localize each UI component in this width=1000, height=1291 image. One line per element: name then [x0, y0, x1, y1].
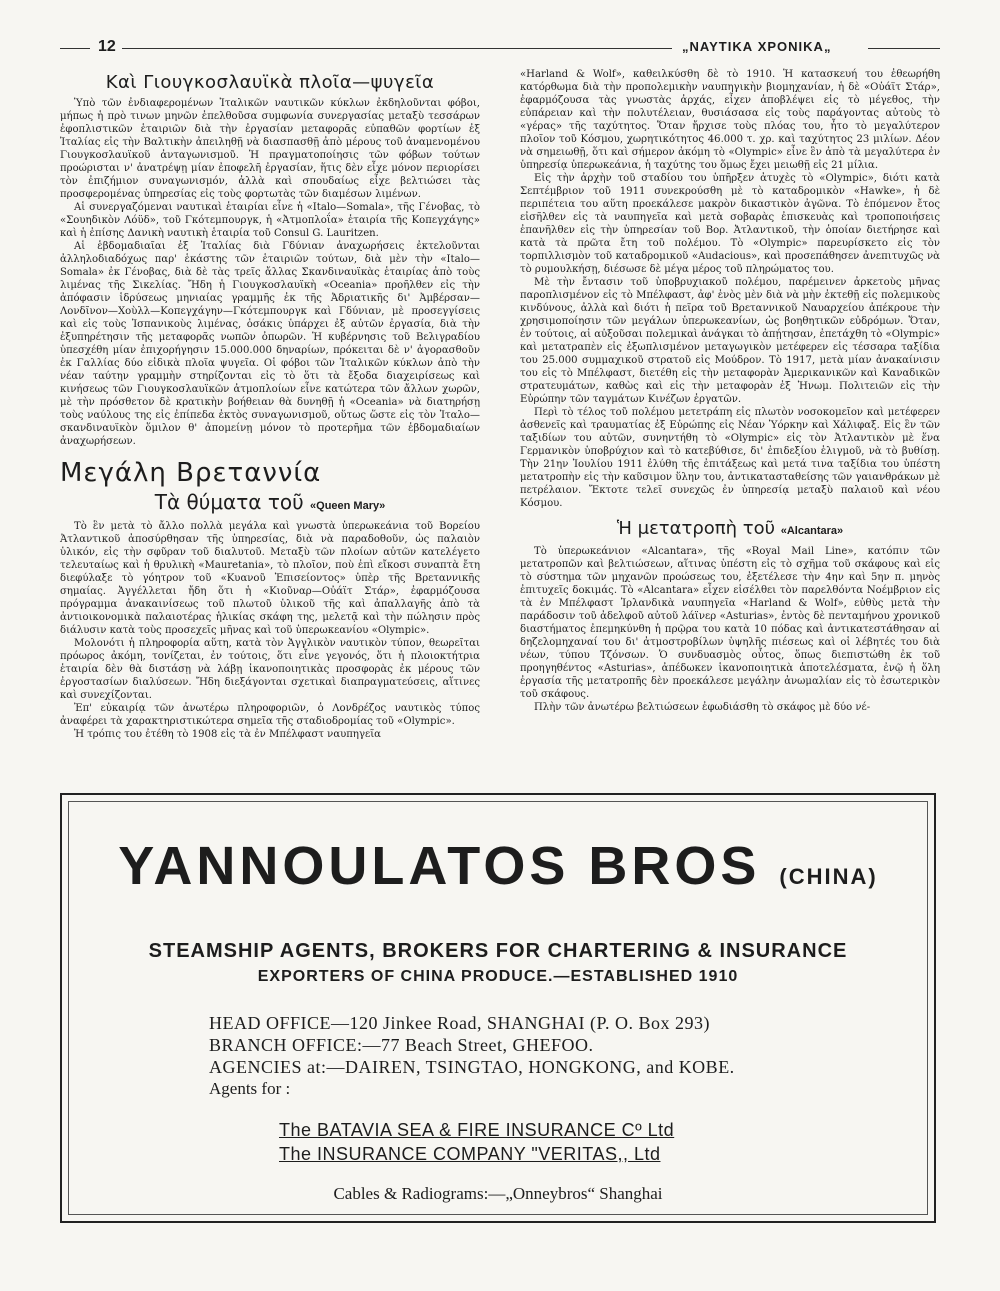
header-rule-right	[868, 48, 940, 49]
ad-company-suffix: (CHINA)	[779, 864, 878, 889]
ad-insurance-veritas: The INSURANCE COMPANY "VERITAS,, Ltd	[279, 1144, 661, 1164]
ad-address-block	[209, 1012, 735, 1100]
article-paragraph: Περὶ τὸ τέλος τοῦ πολέμου μετετράπη εἰς πλωτὸν νοσοκομεῖον καὶ μετέφερεν ἀσθενεῖς καὶ τραυματίας ἐξ Εὐρώπης εἰς Νέαν Ὑόρκην καὶ Χάλιφαξ. Εἰς ἓν τῶν ταξιδίων του αὐτῶν, συνηντήθη τὸ «Olympic» εἰς τὸν Ἀτλαντικὸν μὲ ἕνα Γερμανικὸν ὑποβρύχιον καὶ τὸ κατεβύθισε, δι' ἐπιδεξίου ἑλιγμοῦ, νὰ τὸ βυθίσῃ. Τὴν 21ην Ἰουλίου 1911 ἐλύθη τῆς ἐπιτάξεως καὶ μετά τινα ταξίδια του ὑπέστη μετατροπὴν εἰς τὴν καῦσιμον ὕλην του, ἀντικατασταθείσης τῶν γαιανθράκων μὲ πετρέλαιον. Ἔκτοτε τελεῖ συνεχῶς ἐν ὑπηρεσίᾳ μεταξὺ παλαιοῦ καὶ νέου Κόσμου.	[520, 407, 940, 509]
header-rule-middle	[122, 48, 672, 49]
article-paragraph: Αἱ ἑβδομαδιαῖαι ἐξ Ἰταλίας διὰ Γδύνιαν ἀναχωρήσεις ἐκτελοῦνται ἀλληλοδιαδόχως παρ' ἑκάστης τῶν ἑταιριῶν τούτων, διὰ μὲν τὴν «Italo—Somala» ἐκ Γένοβας, διὰ δὲ τὰς τρεῖς ἄλλας Σκανδιναυϊκὰς ἑταιρίας ἀπὸ τοὺς λιμένας τῆς Σικελίας. Ἤδη ἡ Γιουγκοσλαυϊκὴ «Oceania» προῆλθεν εἰς τὴν ἀπόφασιν ἱδρύσεως μηνιαίας γραμμῆς ἐκ τῆς Ἀδριατικῆς δι' Ἀμβέρσαν—Λονδῖνον—Χοὺλλ—Κοπεγχάγην—Γκότεμπουργκ καὶ Γδύνιαν, μὲ προσεγγίσεις καὶ εἰς τοὺς Ἱσπανικοὺς λιμένας, ὁσάκις ὑπάρχει ἐξ αὐτῶν ἐργασία, διὰ τὴν ἐξυπηρέτησιν τῆς μεταφορᾶς νωπῶν ὀπωρῶν. Ἡ κυβέρνησις τοῦ Βελιγραδίου ὑπεσχέθη μίαν ἐπιχορήγησιν 15.000.000 δηναρίων, πρόκειται δὲ ν' ἀγορασθοῦν ἐκ Γαλλίας δύο εἰδικὰ πλοῖα ψυγεῖα. Οἱ φόβοι τῶν Ἰταλικῶν κύκλων ἀπὸ τὴν νέαν ταύτην γραμμὴν στηρίζονται εἰς τὸ ὅτι τὰ ἔξοδα διαχειρίσεως καὶ κινήσεως τῶν Γιουγκοσλαυϊκῶν ἀτμοπλοίων εἶνε κατώτερα τῶν ἄλλων χωρῶν, μὲ τὴν πρόσθετον δὲ κρατικὴν βοήθειαν θὰ δυνηθῇ ἡ «Oceania» νὰ διατηρήσῃ τοὺς ναύλους της εἰς ἐπίπεδα ἐκτὸς συναγωνισμοῦ, οὕτως ὥστε εἰς τὸν Ἰταλο—σκανδιναυϊκὸν ὅμιλον θ' ἀπομείνῃ μόνον τὸ προτερῆμα τῶν ἑβδομαδιαίων ἀναχωρήσεων.	[60, 241, 480, 447]
section-heading-great-britain: Μεγάλη Βρεταννία	[60, 458, 322, 488]
article-paragraph: «Harland & Wolf», καθειλκύσθη δὲ τὸ 1910. Ἡ κατασκευή του ἐθεωρήθη κατόρθωμα διὰ τὴν προπολεμικὴν ναυπηγικὴν βιομηχανίαν, ἡ δὲ «Οὐάϊτ Στάρ», ἐφαρμόζουσα τὰς γνωστὰς ἀρχάς, εἶχεν ἀποβλέψει εἰς τὸ μέγεθος, τὴν εὐπάρειαν καὶ τὴν πολυτέλειαν, θυσιάσασα εἰς τοὺς παράγοντας αὐτοὺς τὸ «γέρας» τῆς ταχύτητος. Ὅταν ἤρχισε τοὺς πλόας του, ἦτο τὸ μεγαλύτερον πλοῖον τοῦ Κόσμου, χωρητικότητος 46.000 τ. χρ. καὶ ταχύτητος 23 μιλίων. Δέον νὰ σημειωθῇ, ὅτι καὶ σήμερον ἀκόμη τὸ «Olympic» εἶνε ἓν ἀπὸ τὰ μεγαλύτερα ἐν ὑπηρεσίᾳ ὑπερωκεάνια, ἡ ταχύτης του ὅμως ἔχει μειωθῇ εἰς 21 μίλια.	[520, 69, 940, 171]
heading-greek-part: Τὰ θύματα τοῦ	[154, 490, 304, 514]
article-paragraph: Μὲ τὴν ἔντασιν τοῦ ὑποβρυχιακοῦ πολέμου, παρέμεινεν ἀρκετοὺς μῆνας παροπλισμένον εἰς τὸ Μπέλφαστ, ἀφ' ἑνὸς μὲν διὰ νὰ μὴν ἐκτεθῇ εἰς πολεμικοὺς κινδύνους, ἀλλὰ καὶ διότι ἡ πεῖρα τοῦ Βρεταννικοῦ Ναυαρχείου ἀπέκρουε τὴν χρησιμοποίησιν τῶν μεγάλων ὑπερωκεανίων, ὡς βοηθητικῶν εὐδρόμων. Ὅταν, ἐν τούτοις, αἱ αὐξοῦσαι πολεμικαὶ ἀνάγκαι τὸ ἀπῄτησαν, ἐπετάχθη τὸ «Olympic» καὶ μετατραπὲν εἰς ἐξωπλισμένον μεταγωγικὸν μετέφερεν εἰς τέσσαρα ταξίδια του 25.000 συμμαχικοῦ στρατοῦ εἰς Μούδρον. Τὸ 1917, μετὰ μίαν ἀνακαίνισιν του εἰς τὸ Μπέλφαστ, διετέθη εἰς τὴν μεταφορὰν Ἀμερικανικῶν καὶ Καναδικῶν στρατευμάτων, καθὼς καὶ εἰς τὴν μεταφορὰν ἐξ Ἠνωμ. Πολιτειῶν εἰς τὴν Εὐρώπην τῶν ταγμάτων Κινέζων ἐργατῶν.	[520, 277, 940, 405]
article-paragraph: Τὸ ὑπερωκεάνιον «Alcantara», τῆς «Royal Mail Line», κατόπιν τῶν μετατροπῶν καὶ βελτιώσεων, αἵτινας ὑπέστη εἰς τὸ σχῆμα τοῦ σκάφους καὶ εἰς τὸ σύστημα τῶν μηχανῶν προώσεως του, ἐξετέλεσε τὴν 4ην καὶ 5ην π. μηνὸς ἐπιτυχεῖς δοκιμάς. Τὸ «Alcantara» εἶχεν εἰσέλθει τὸν παρελθόντα Νοέμβριον εἰς τὰ ἐν Μπέλφαστ Ἰρλανδικὰ ναυπηγεῖα «Harland & Wolf», εὐθὺς μετὰ τὴν παράδοσιν τοῦ ἀδελφοῦ αὐτοῦ λάϊνερ «Asturias», ἐντὸς δὲ πενταμήνου χρονικοῦ διαστήματος ἐπεμηκύνθη ἡ πρῷρα του κατὰ 10 πόδας καὶ ἀντικατεστάθησαν αἱ δηζελομηχαναί του δι' ἀτμοστροβίλων ὑψηλῆς πιέσεως καὶ οἱ λέβητές του διὰ νέων, τύπου Τζόνσων. Ὁ συνδυασμὸς οὗτος, ὅπως διεπιστώθη ἐκ τοῦ προηγηθέντος «Asturias», ἀπέδωκεν ἱκανοποιητικὰ ἀποτελέσματα, ἐνῷ ἡ ὅλη ἐργασία τῆς μετατροπῆς δὲν προεκάλεσε μεγάλην ἀνωμαλίαν εἰς τὸ ἐσωτερικὸν τοῦ σκάφους.	[520, 546, 940, 700]
advertisement-box	[60, 793, 936, 1223]
article-heading-yugoslav: Καὶ Γιουγκοσλαυϊκὰ πλοῖα—ψυγεῖα	[105, 72, 435, 93]
header-rule-left	[60, 48, 90, 49]
ad-head-office: HEAD OFFICE—120 Jinkee Road, SHANGHAI (P. O. Box 293)	[209, 1013, 710, 1033]
ad-company-name	[69, 836, 927, 907]
ad-exporters-line: EXPORTERS OF CHINA PRODUCE.—ESTABLISHED 1910	[257, 968, 739, 985]
article-paragraph: Ὑπὸ τῶν ἐνδιαφερομένων Ἰταλικῶν ναυτικῶν κύκλων ἐκδηλοῦνται φόβοι, μήπως ἡ πρὸ τινων μηνῶν ἐπελθοῦσα συμφωνία συνεργασίας μεταξὺ τεσσάρων ἐφοπλιστικῶν ἑταιριῶν διὰ τὴν ἐργασίαν μεταφορᾶς εὐπαθῶν φορτίων ἐξ Ἰταλίας εἰς τὴν Βαλτικὴν ἀπειληθῇ νὰ διασπασθῇ ἀπὸ μέρους τοῦ ἀναμενομένου Γιουγκοσλαυϊκοῦ ἀνταγωνισμοῦ. Ἡ πραγματοποίησις τῶν φόβων τούτων προώρισται ν' ἀνατρέψῃ μίαν ἐποφελῆ ἐργασίαν, ἥτις δὲν εἶχε μόνον περιορίσει τὸν ἐπιζήμιον συναγωνισμόν, ἀλλὰ καὶ σπουδαίως εἶχε βελτιώσει τὰς προσφερομένας ὑπηρεσίας εἰς τοὺς φορτωτὰς τῶν διαμέσων λιμένων.	[60, 98, 480, 200]
heading-ship-name: «Alcantara»	[780, 525, 844, 537]
right-column	[520, 68, 940, 714]
heading-greek-part: Ἡ μετατροπὴ τοῦ	[616, 518, 776, 539]
publication-title: „ΝΑΥΤΙΚΑ ΧΡΟΝΙΚΑ„	[682, 39, 832, 54]
article-paragraph: Αἱ συνεργαζόμεναι ναυτικαὶ ἑταιρίαι εἶνε ἡ «Italo—Somala», τῆς Γένοβας, τὸ «Σουηδικὸν Λόϋδ», τοῦ Γκότεμπουργκ, ἡ «Ἀτμοπλοΐα» ἑταιρία τῆς Κοπεγχάγης» καὶ ἡ ἐπίσης Δανικὴ ναυτικὴ ἑταιρία τοῦ Consul G. Lauritzen.	[60, 202, 480, 239]
ad-company: YANNOULATOS BROS	[118, 836, 761, 896]
article-paragraph: Πλὴν τῶν ἀνωτέρω βελτιώσεων ἐφωδιάσθη τὸ σκάφος μὲ δύο νέ-	[534, 702, 871, 713]
ad-services-line: STEAMSHIP AGENTS, BROKERS FOR CHARTERING & INSURANCE	[148, 940, 848, 962]
ad-insurance-batavia: The BATAVIA SEA & FIRE INSURANCE Cº Ltd	[279, 1120, 675, 1140]
article-paragraph: Ἡ τρόπις του ἐτέθη τὸ 1908 εἰς τὰ ἐν Μπέλφαστ ναυπηγεῖα	[74, 729, 381, 740]
ad-agents-for: Agents for :	[209, 1079, 291, 1098]
page-number: 12	[98, 38, 116, 55]
ad-cables: Cables & Radiograms:—„Onneybros“ Shanghai	[333, 1184, 663, 1203]
article-heading-queen-mary	[60, 490, 480, 514]
article-paragraph: Τὸ ἓν μετὰ τὸ ἄλλο πολλὰ μεγάλα καὶ γνωστὰ ὑπερωκεάνια τοῦ Βορείου Ἀτλαντικοῦ ἀποσύρθησαν τῆς ὑπηρεσίας, διὰ νὰ παραδοθοῦν, ὡς παλαιὸν ὑλικόν, εἰς τὴν σφῦραν τοῦ διαλυτοῦ. Μεταξὺ τῶν πλοίων αὐτῶν κατελέγετο τελευταίως καὶ ἡ θρυλικὴ «Mauretania», τὸ πλοῖον, ποὺ ἐπὶ εἴκοσι συναπτὰ ἔτη διεφύλαξε τὸ γόητρον τοῦ «Κυανοῦ Ἐπισείοντος» ὑπὲρ τῆς Βρεταννικῆς σημαίας. Ἀγγέλλεται ἤδη ὅτι ἡ «Κιοῦναρ—Οὐάϊτ Στάρ», ἐφαρμόζουσα πρόγραμμα ἀνακαινίσεως τοῦ πλωτοῦ ὑλικοῦ τῆς καὶ ἀπαλλαγῆς ἀπὸ τὰ ἀντιοικονομικὰ παλαιοτέρας ἡλικίας σκάφη της, μελετᾷ καὶ τὴν πώλησιν πρὸς διάλυσιν κατὰ τοὺς προσεχεῖς μῆνας καὶ τοῦ ὑπερωκεανίου «Olympic».	[60, 521, 480, 636]
ad-agencies: AGENCIES at:—DAIREN, TSINGTAO, HONGKONG, and KOBE.	[209, 1057, 735, 1077]
page-header	[60, 38, 940, 60]
advertisement-inner-border	[68, 801, 928, 1215]
article-paragraph: Ἐπ' εὐκαιρίᾳ τῶν ἀνωτέρω πληροφοριῶν, ὁ Λονδρέζος ναυτικὸς τύπος ἀναφέρει τὰ χαρακτηριστικώτερα σημεῖα τῆς σταδιοδρομίας τοῦ «Olympic».	[60, 703, 480, 727]
ad-branch-office: BRANCH OFFICE:—77 Beach Street, GHEFOO.	[209, 1035, 594, 1055]
heading-ship-name: «Queen Mary»	[310, 500, 386, 512]
article-paragraph: Εἰς τὴν ἀρχὴν τοῦ σταδίου του ὑπῆρξεν ἀτυχὲς τὸ «Olympic», διότι κατὰ Σεπτέμβριον τοῦ 1911 συνεκρούσθη μὲ τὸ καταδρομικὸν «Hawke», ἡ δὲ περιπέτεια του αὕτη προεκάλεσε μακρὸν δικαστικὸν ἀγῶνα. Τὸ ἑπόμενον ἔτος εἰσῆλθεν εἰς τὰ ναυπηγεῖα καὶ μετὰ σοβαρὰς ἐπισκευὰς καὶ τροποποιήσεις ἐπανῆλθεν εἰς τὴν ὑπηρεσίαν τοῦ Βορ. Ἀτλαντικοῦ, τὴν ὁποίαν διετήρησε καὶ κατὰ τὰ πρῶτα ἔτη τοῦ πολέμου. Τὸ «Olympic» παρευρίσκετο εἰς τὸν τορπιλλισμὸν τοῦ καταδρομικοῦ «Audacious», καὶ προσεπάθησεν ἀνεπιτυχῶς νὰ τὸ ρυμουλκήσῃ, διέσωσε δὲ μέγα μέρος τοῦ πληρώματος του.	[520, 173, 940, 275]
left-column	[60, 68, 480, 741]
article-heading-alcantara	[520, 518, 940, 539]
article-paragraph: Μολονότι ἡ πληροφορία αὕτη, κατὰ τὸν Ἀγγλικὸν ναυτικὸν τύπον, θεωρεῖται πρόωρος ἀκόμη, τονίζεται, ἐν τούτοις, ὅτι εἶνε γεγονός, ὅτι ἡ πλοιοκτήτρια ἑταιρία δὲν θὰ διστάσῃ νὰ λάβῃ ἱκανοποιητικὰς προσφορὰς ἐκ μέρους τῶν ἐργοστασίων διαλύσεων. Ἤδη διεξάγονται σχετικαὶ διαπραγματεύσεις, αἵτινες καὶ συνεχίζονται.	[60, 638, 480, 701]
